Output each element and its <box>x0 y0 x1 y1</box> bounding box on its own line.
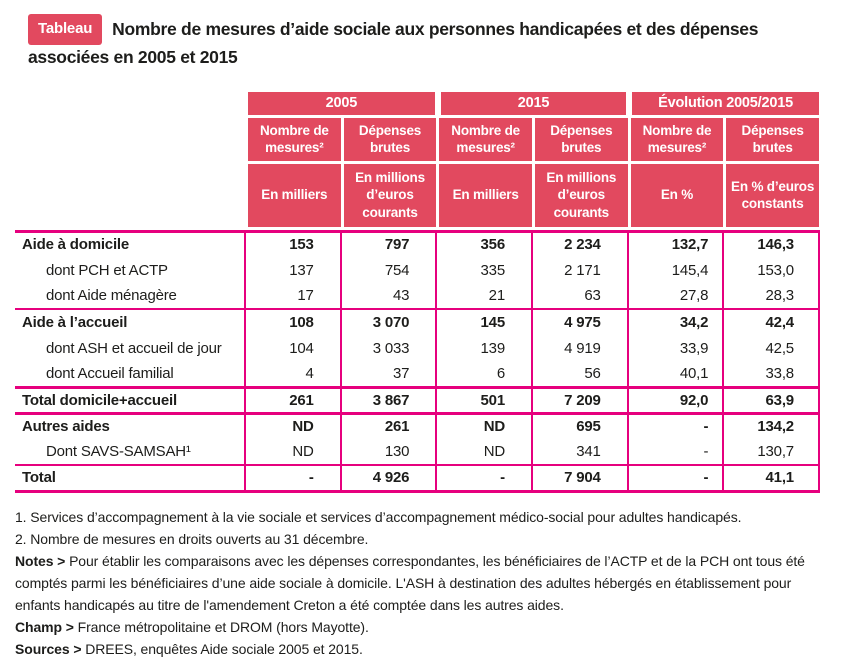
header-measure: Nombre de mesures² <box>629 116 725 162</box>
cell-value: ND <box>245 439 341 465</box>
cell-value: 139 <box>436 335 532 361</box>
cell-value: 335 <box>436 257 532 283</box>
cell-value: 4 975 <box>532 309 628 335</box>
cell-value: 137 <box>245 257 341 283</box>
table-row <box>15 283 819 309</box>
cell-value: 63 <box>532 283 628 309</box>
cell-value: 130 <box>341 439 437 465</box>
cell-value: 17 <box>245 283 341 309</box>
footnote-champ: Champ > France métropolitaine et DROM (hors Mayotte). <box>15 618 369 635</box>
table-row <box>15 387 819 413</box>
cell-value: - <box>436 465 532 491</box>
header-group-evolution: Évolution 2005/2015 <box>629 91 820 117</box>
header-measure: Nombre de mesures² <box>438 116 534 162</box>
cell-value: 28,3 <box>723 283 819 309</box>
table-row <box>15 439 819 465</box>
cell-value: ND <box>245 413 341 439</box>
cell-value: 34,2 <box>628 309 724 335</box>
cell-value: 33,9 <box>628 335 724 361</box>
row-label: dont ASH et accueil de jour <box>46 339 222 357</box>
cell-value: 754 <box>341 257 437 283</box>
table-body <box>15 230 820 493</box>
table-row <box>15 413 819 439</box>
header-unit: En millions d’euros courants <box>533 162 629 228</box>
cell-value: - <box>628 439 724 465</box>
row-label: Dont SAVS-SAMSAH¹ <box>46 443 191 461</box>
cell-value: 4 919 <box>532 335 628 361</box>
footnote-sources: Sources > DREES, enquêtes Aide sociale 2005 et 2015. <box>15 640 363 657</box>
cell-value: 4 <box>245 361 341 387</box>
cell-value: 3 867 <box>341 387 437 413</box>
cell-value: 695 <box>532 413 628 439</box>
cell-value: 40,1 <box>628 361 724 387</box>
cell-value: 134,2 <box>723 413 819 439</box>
page-title-line1: Nombre de mesures d’aide sociale aux personnes handicapées et des dépenses <box>112 19 759 39</box>
footnotes <box>15 506 839 660</box>
cell-value: 501 <box>436 387 532 413</box>
cell-value: 108 <box>245 309 341 335</box>
cell-value: - <box>628 413 724 439</box>
cell-value: 43 <box>341 283 437 309</box>
header-unit: En milliers <box>438 162 534 228</box>
table-row <box>15 257 819 283</box>
cell-value: 153 <box>245 231 341 257</box>
header-unit: En millions d’euros courants <box>342 162 438 228</box>
table-row <box>15 231 819 257</box>
header-group-2005: 2005 <box>247 91 438 117</box>
cell-value: 42,4 <box>723 309 819 335</box>
cell-value: 92,0 <box>628 387 724 413</box>
cell-value: 6 <box>436 361 532 387</box>
table-header <box>15 89 822 230</box>
cell-value: 146,3 <box>723 231 819 257</box>
cell-value: 7 904 <box>532 465 628 491</box>
footnote-2: 2. Nombre de mesures en droits ouverts au 31 décembre. <box>15 530 369 547</box>
table-row <box>15 465 819 491</box>
header-measure: Nombre de mesures² <box>247 116 343 162</box>
header-unit: En % <box>629 162 725 228</box>
row-label: Aide à domicile <box>22 236 130 254</box>
cell-value: 145,4 <box>628 257 724 283</box>
cell-value: 797 <box>341 231 437 257</box>
row-label: dont Accueil familial <box>46 364 174 382</box>
table-row <box>15 335 819 361</box>
cell-value: 4 926 <box>341 465 437 491</box>
cell-value: 261 <box>341 413 437 439</box>
cell-value: 2 171 <box>532 257 628 283</box>
page-title-line2: associées en 2005 et 2015 <box>28 47 238 67</box>
cell-value: ND <box>436 439 532 465</box>
cell-value: 42,5 <box>723 335 819 361</box>
cell-value: 41,1 <box>723 465 819 491</box>
cell-value: 27,8 <box>628 283 724 309</box>
row-label: dont PCH et ACTP <box>46 261 168 279</box>
footnote-notes: Notes > Pour établir les comparaisons avec les dépenses correspondantes, les bénéficiaires de l’ACTP et de la PCH ont tous été comptés parmi les bénéficiaires d’une aide sociale à domicile. L'ASH à destination des adultes hébergés en établissement pour enfants handicapés au titre de l'amendement Creton a été comptée dans les autres aides. <box>15 552 805 613</box>
cell-value: 341 <box>532 439 628 465</box>
footnote-1: 1. Services d’accompagnement à la vie sociale et services d’accompagnement médico-social pour adultes handicapés. <box>15 508 742 525</box>
row-label: Aide à l’accueil <box>15 309 245 335</box>
row-label: dont Aide ménagère <box>46 287 177 305</box>
table-row <box>15 309 819 335</box>
tableau-badge: Tableau <box>28 14 102 45</box>
header-measure: Dépenses brutes <box>342 116 438 162</box>
cell-value: ND <box>436 413 532 439</box>
cell-value: 3 070 <box>341 309 437 335</box>
title-bar <box>0 0 848 69</box>
data-table <box>15 89 819 493</box>
header-group-row <box>17 91 821 117</box>
header-unit: En milliers <box>247 162 343 228</box>
row-label: Total <box>15 465 245 491</box>
cell-value: 37 <box>341 361 437 387</box>
cell-value: 356 <box>436 231 532 257</box>
cell-value: - <box>245 465 341 491</box>
header-unit: En % d’euros constants <box>725 162 821 228</box>
cell-value: 33,8 <box>723 361 819 387</box>
cell-value: 7 209 <box>532 387 628 413</box>
cell-value: 2 234 <box>532 231 628 257</box>
header-group-2015: 2015 <box>438 91 629 117</box>
cell-value: 56 <box>532 361 628 387</box>
header-blank-cell <box>17 91 247 229</box>
cell-value: 63,9 <box>723 387 819 413</box>
cell-value: 153,0 <box>723 257 819 283</box>
cell-value: 21 <box>436 283 532 309</box>
cell-value: 261 <box>245 387 341 413</box>
cell-value: 132,7 <box>628 231 724 257</box>
cell-value: - <box>628 465 724 491</box>
row-label: Autres aides <box>15 413 245 439</box>
row-label: Total domicile+accueil <box>15 387 245 413</box>
header-measure: Dépenses brutes <box>533 116 629 162</box>
table-row <box>15 361 819 387</box>
header-measure: Dépenses brutes <box>725 116 821 162</box>
cell-value: 130,7 <box>723 439 819 465</box>
cell-value: 3 033 <box>341 335 437 361</box>
cell-value: 145 <box>436 309 532 335</box>
cell-value: 104 <box>245 335 341 361</box>
